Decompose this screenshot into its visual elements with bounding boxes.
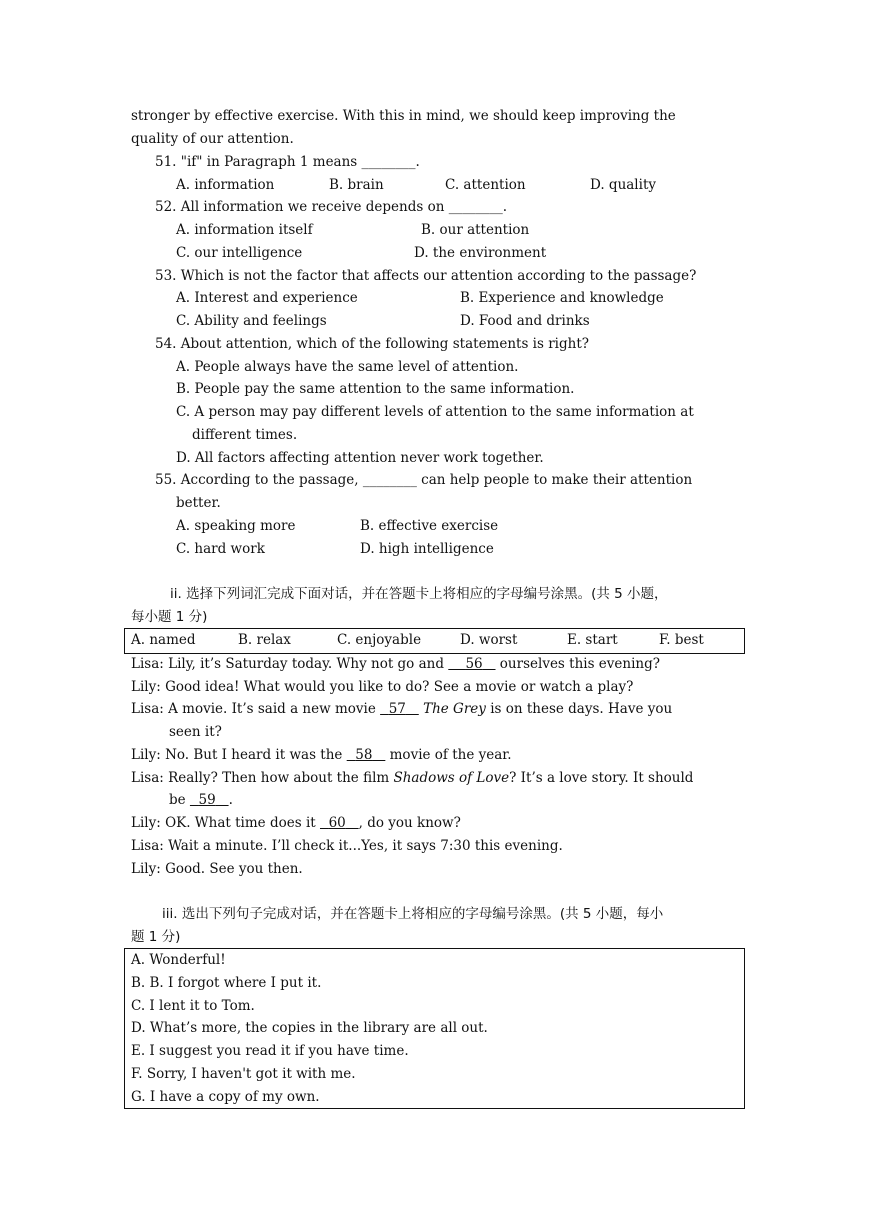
section-ii-heading: ii. 选择下列词汇完成下面对话，并在答题卡上将相应的字母编号涂黑。(共 5 小题， xyxy=(170,586,668,602)
question-51-stem: 51. "if" in Paragraph 1 means ________. xyxy=(155,154,420,170)
word-bank-item: D. worst xyxy=(460,632,518,648)
dialog-line-continued: seen it? xyxy=(169,724,222,740)
option: A. information xyxy=(176,177,275,193)
option: C. attention xyxy=(445,177,526,193)
word-bank-item: F. best xyxy=(659,632,704,648)
option: B. effective exercise xyxy=(360,518,499,534)
option: D. high intelligence xyxy=(360,541,494,557)
option: C. hard work xyxy=(176,541,265,557)
section-iii-heading: iii. 选出下列句子完成对话，并在答题卡上将相应的字母编号涂黑。(共 5 小题，每小 xyxy=(162,906,664,922)
sentence-option: D. What’s more, the copies in the library are all out. xyxy=(131,1020,488,1036)
sentence-option: A. Wonderful! xyxy=(131,952,226,968)
word-bank-item: E. start xyxy=(567,632,618,648)
film-title: Shadows of Love xyxy=(393,770,510,786)
option: C. Ability and feelings xyxy=(176,313,327,329)
question-53-stem: 53. Which is not the factor that affects our attention according to the passage? xyxy=(155,268,697,284)
dialog-line: Lisa: Wait a minute. I’ll check it...Yes, it says 7:30 this evening. xyxy=(131,838,563,854)
option: A. People always have the same level of attention. xyxy=(176,359,519,375)
sentence-option: E. I suggest you read it if you have time. xyxy=(131,1043,409,1059)
option: D. Food and drinks xyxy=(460,313,590,329)
blank-59: 59 xyxy=(198,792,216,808)
passage-line: stronger by effective exercise. With this in mind, we should keep improving the xyxy=(131,108,676,124)
blank-57: 57 xyxy=(388,701,406,717)
dialog-line: Lily: No. But I heard it was the 58 movie of the year. xyxy=(131,747,512,763)
section-iii-heading-continued: 题 1 分) xyxy=(131,929,181,945)
option-continued: different times. xyxy=(192,427,298,443)
dialog-line: Lisa: Lily, it’s Saturday today. Why not go and 56 ourselves this evening? xyxy=(131,656,661,672)
option: C. A person may pay different levels of attention to the same information at xyxy=(176,404,694,420)
option: B. our attention xyxy=(421,222,530,238)
option: A. Interest and experience xyxy=(176,290,358,306)
dialog-line: Lily: OK. What time does it 60 , do you know? xyxy=(131,815,461,831)
option: C. our intelligence xyxy=(176,245,303,261)
word-bank-item: C. enjoyable xyxy=(337,632,422,648)
option: B. brain xyxy=(329,177,384,193)
question-55-stem-continued: better. xyxy=(176,495,221,511)
passage-line: quality of our attention. xyxy=(131,131,294,147)
option: D. quality xyxy=(590,177,656,193)
option: B. Experience and knowledge xyxy=(460,290,664,306)
option: D. All factors affecting attention never work together. xyxy=(176,450,544,466)
word-bank-item: A. named xyxy=(131,632,196,648)
option: A. speaking more xyxy=(176,518,296,534)
sentence-option: G. I have a copy of my own. xyxy=(131,1089,320,1105)
dialog-line: Lily: Good idea! What would you like to do? See a movie or watch a play? xyxy=(131,679,634,695)
dialog-line: Lisa: A movie. It’s said a new movie 57 The Grey is on these days. Have you xyxy=(131,701,673,717)
question-55-stem: 55. According to the passage, ________ can help people to make their attention xyxy=(155,472,693,488)
blank-58: 58 xyxy=(355,747,373,763)
movie-title: The Grey xyxy=(423,701,486,717)
word-bank-item: B. relax xyxy=(238,632,291,648)
question-54-stem: 54. About attention, which of the following statements is right? xyxy=(155,336,589,352)
dialog-line: Lily: Good. See you then. xyxy=(131,861,303,877)
sentence-option: F. Sorry, I haven't got it with me. xyxy=(131,1066,356,1082)
dialog-line: Lisa: Really? Then how about the film Shadows of Love? It’s a love story. It should xyxy=(131,770,694,786)
option: A. information itself xyxy=(176,222,313,238)
sentence-option: B. B. I forgot where I put it. xyxy=(131,975,322,991)
option: D. the environment xyxy=(414,245,547,261)
option: B. People pay the same attention to the same information. xyxy=(176,381,575,397)
question-52-stem: 52. All information we receive depends on ________. xyxy=(155,199,508,215)
blank-60: 60 xyxy=(328,815,346,831)
blank-56: 56 xyxy=(465,656,483,672)
dialog-line-continued: be 59 . xyxy=(169,792,233,808)
section-ii-heading-continued: 每小题 1 分) xyxy=(131,609,208,625)
sentence-option: C. I lent it to Tom. xyxy=(131,998,255,1014)
word-bank-box xyxy=(124,628,745,654)
